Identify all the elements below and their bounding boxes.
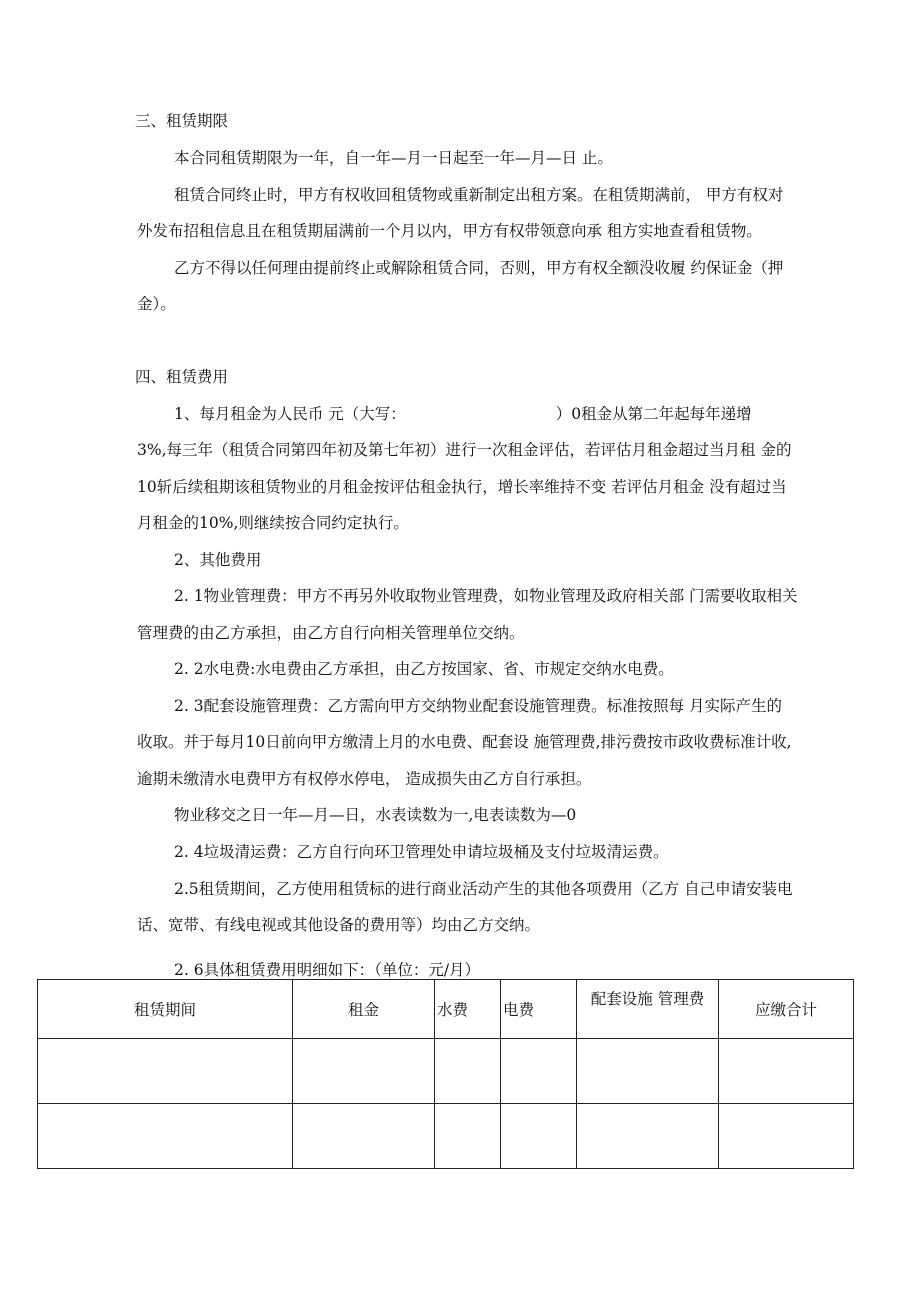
table-cell — [501, 1039, 577, 1104]
fees-paragraph-line: 管理费的由乙方承担，由乙方自行向相关管理单位交纳。 — [137, 624, 525, 642]
fees-paragraph-line: 物业移交之日一年—月—日，水表读数为一,电表读数为—0 — [174, 806, 577, 824]
term-paragraph-line: 乙方不得以任何理由提前终止或解除租赁合同，否则，甲方有权全额没收履 约保证金（押 — [174, 259, 784, 277]
term-paragraph-line: 金）。 — [137, 295, 176, 313]
table-cell — [38, 1039, 293, 1104]
header-cell-period: 租赁期间 — [38, 980, 293, 1039]
table-cell — [577, 1104, 719, 1169]
table-caption: 2. 6具体租赁费用明细如下：（单位：元/月） — [174, 961, 481, 979]
table-row — [38, 1104, 854, 1169]
fees-paragraph-line: 2.5租赁期间，乙方使用租赁标的进行商业活动产生的其他各项费用（乙方 自己申请安装电 — [174, 880, 793, 898]
fees-paragraph-line: 2. 4垃圾清运费：乙方自行向环卫管理处申请垃圾桶及支付垃圾清运费。 — [174, 843, 669, 861]
table-cell — [719, 1104, 854, 1169]
table-cell — [435, 1104, 501, 1169]
rent-line-end: ）0租金从第二年起每年递增 — [555, 405, 752, 423]
header-cell-electricity: 电费 — [501, 980, 577, 1039]
fees-paragraph-line: 话、宽带、有线电视或其他设备的费用等）均由乙方交纳。 — [137, 916, 541, 934]
header-cell-water: 水费 — [435, 980, 501, 1039]
table-cell — [435, 1039, 501, 1104]
table-cell — [577, 1039, 719, 1104]
header-cell-facility-fee: 配套设施 管理费 — [577, 980, 719, 1039]
table-cell — [293, 1104, 435, 1169]
table-cell — [38, 1104, 293, 1169]
term-paragraph-line: 外发布招租信息且在租赁期届满前一个月以内，甲方有权带领意向承 租方实地查看租赁物。 — [137, 222, 762, 240]
fees-paragraph-line: 月租金的10%,则继续按合同约定执行。 — [137, 514, 409, 532]
subheading-other-fees: 2、其他费用 — [174, 551, 262, 569]
header-cell-rent: 租金 — [293, 980, 435, 1039]
table-header-row — [38, 980, 854, 1039]
fees-paragraph-line: 10斩后续租期该租赁物业的月租金按评估租金执行，增长率维持不变 若评估月租金 没有超过当 — [137, 478, 787, 496]
rent-amount-line — [174, 404, 752, 424]
section-heading-fees: 四、租赁费用 — [135, 368, 229, 386]
rent-line-start: 1、每月租金为人民币 元（大写： — [174, 405, 406, 423]
fee-detail-table — [37, 979, 854, 1169]
term-paragraph-line: 本合同租赁期限为一年，自一年—月一日起至一年—月—日 止。 — [174, 149, 613, 167]
table-cell — [719, 1039, 854, 1104]
header-cell-total: 应缴合计 — [719, 980, 854, 1039]
term-paragraph-line: 租赁合同终止时，甲方有权收回租赁物或重新制定出租方案。在租赁期满前， 甲方有权对 — [174, 186, 784, 204]
fees-paragraph-line: 3%,每三年（租赁合同第四年初及第七年初）进行一次租金评估，若评估月租金超过当月租 金的 — [137, 441, 792, 459]
section-heading-term: 三、租赁期限 — [135, 112, 229, 130]
fees-paragraph-line: 2. 3配套设施管理费：乙方需向甲方交纳物业配套设施管理费。标准按照每 月实际产生的 — [174, 697, 783, 715]
fees-paragraph-line: 逾期未缴清水电费甲方有权停水停电， 造成损失由乙方自行承担。 — [137, 770, 592, 788]
table-cell — [293, 1039, 435, 1104]
table-row — [38, 1039, 854, 1104]
fees-paragraph-line: 2. 2水电费:水电费由乙方承担，由乙方按国家、省、市规定交纳水电费。 — [174, 660, 674, 678]
table-cell — [501, 1104, 577, 1169]
fees-paragraph-line: 收取。并于每月10日前向甲方缴清上月的水电费、配套设 施管理费,排污费按市政收费标准计收, — [137, 733, 792, 751]
fees-paragraph-line: 2. 1物业管理费：甲方不再另外收取物业管理费，如物业管理及政府相关部 门需要收取相关 — [174, 587, 798, 605]
